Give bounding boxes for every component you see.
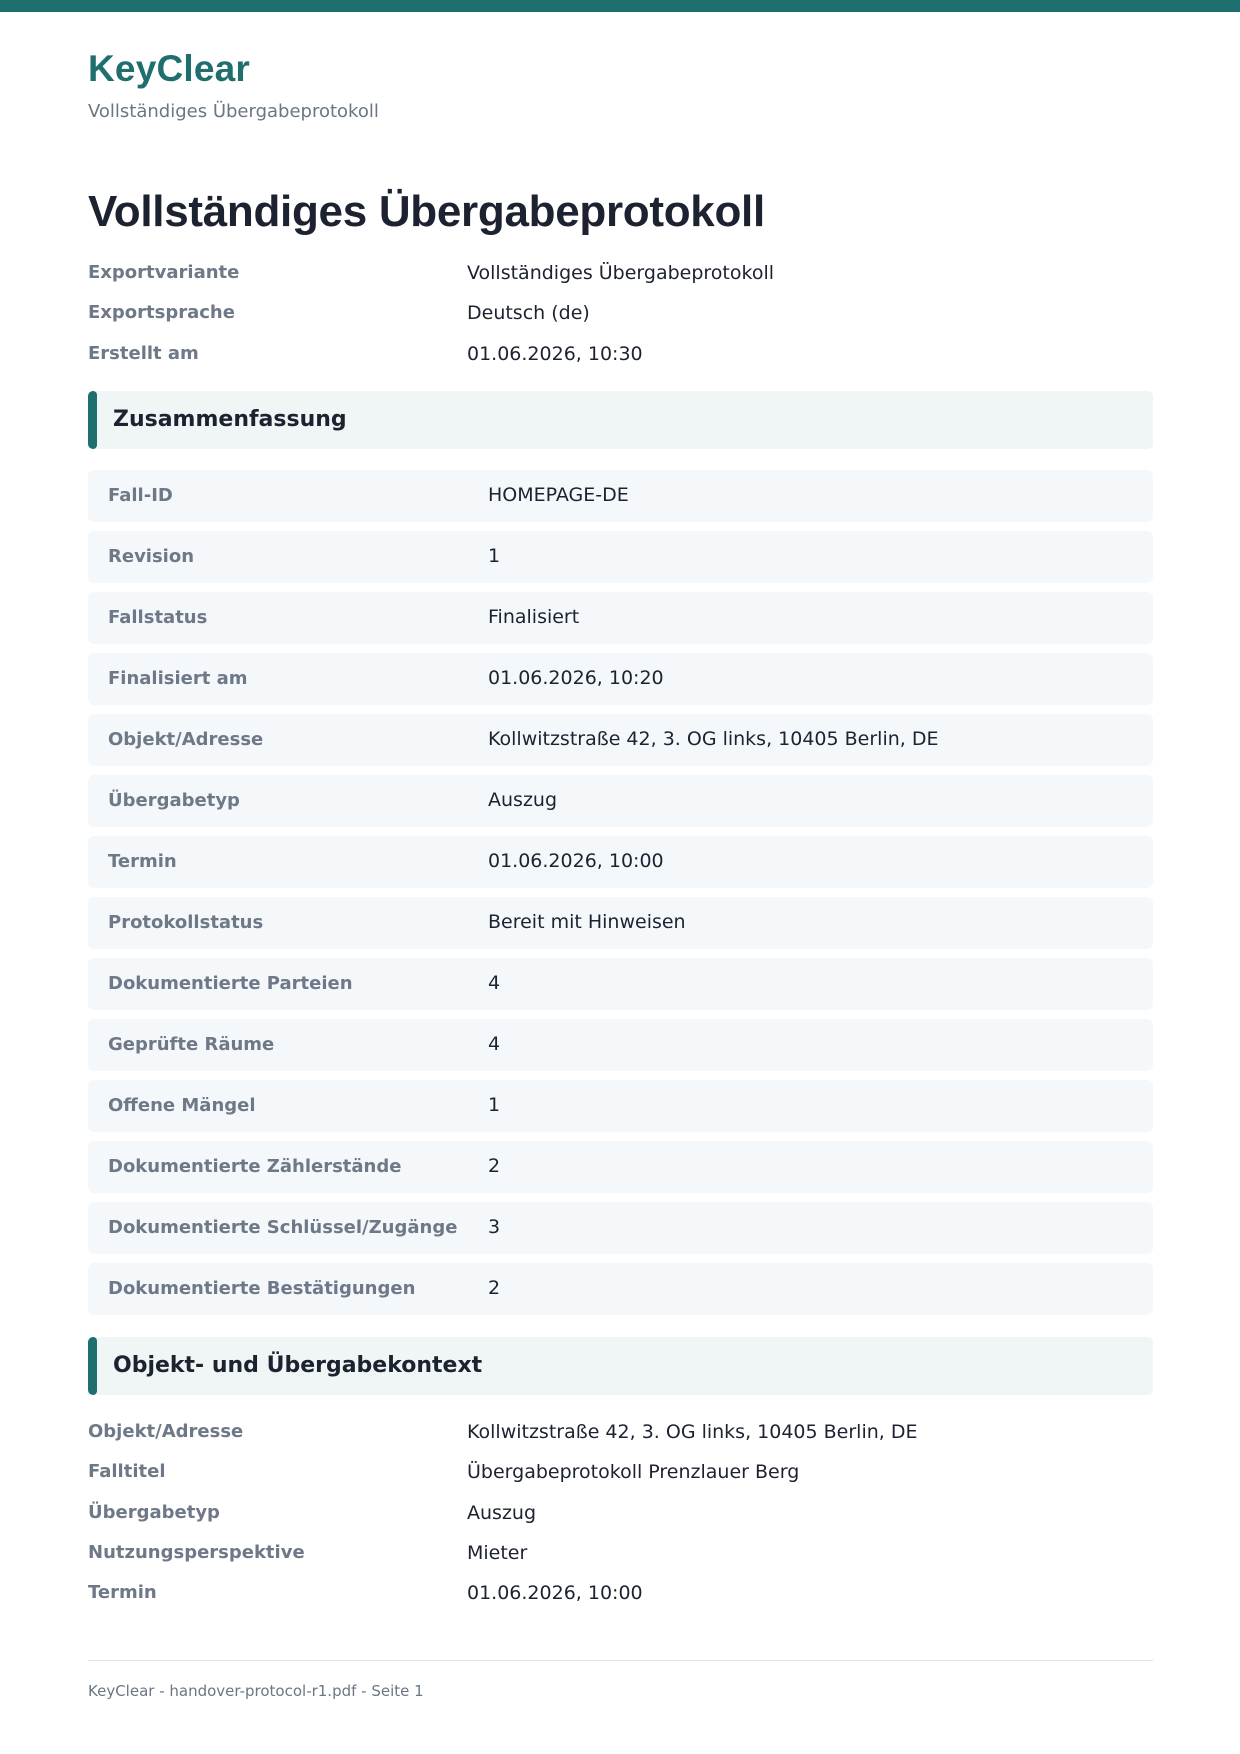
summary-row <box>88 1202 1153 1254</box>
footer-text: KeyClear - handover-protocol-r1.pdf - Seite 1 <box>88 1682 424 1700</box>
summary-value: 01.06.2026, 10:00 <box>488 850 664 872</box>
summary-label: Geprüfte Räume <box>108 1034 275 1055</box>
summary-row <box>88 1080 1153 1132</box>
summary-row <box>88 531 1153 583</box>
summary-value: Finalisiert <box>488 606 580 628</box>
brand-subtitle: Vollständiges Übergabeprotokoll <box>88 101 379 122</box>
context-label: Termin <box>88 1582 157 1603</box>
summary-label: Dokumentierte Zählerstände <box>108 1156 402 1177</box>
meta-row-export-variant <box>88 262 1153 292</box>
summary-row <box>88 1141 1153 1193</box>
context-row <box>88 1502 1153 1532</box>
summary-value: 3 <box>488 1216 501 1238</box>
section-accent-bar <box>88 391 97 449</box>
summary-value: Kollwitzstraße 42, 3. OG links, 10405 Berlin, DE <box>488 728 939 750</box>
summary-row <box>88 714 1153 766</box>
summary-row <box>88 958 1153 1010</box>
context-value: Übergabeprotokoll Prenzlauer Berg <box>467 1461 800 1483</box>
summary-label: Termin <box>108 851 177 872</box>
summary-label: Finalisiert am <box>108 668 248 689</box>
summary-label: Fallstatus <box>108 607 208 628</box>
context-label: Falltitel <box>88 1461 166 1482</box>
summary-value: 1 <box>488 545 501 567</box>
summary-label: Dokumentierte Schlüssel/Zugänge <box>108 1217 458 1238</box>
section-heading-summary <box>88 391 1153 449</box>
document-title: Vollständiges Übergabeprotokoll <box>88 187 765 236</box>
summary-value: HOMEPAGE-DE <box>488 484 629 506</box>
section-accent-bar <box>88 1337 97 1395</box>
summary-value: Auszug <box>488 789 558 811</box>
summary-row <box>88 1019 1153 1071</box>
meta-value: Vollständiges Übergabeprotokoll <box>467 262 775 284</box>
context-row <box>88 1461 1153 1491</box>
summary-row <box>88 592 1153 644</box>
summary-value: 2 <box>488 1277 501 1299</box>
section-title: Zusammenfassung <box>113 407 347 432</box>
meta-label: Exportvariante <box>88 262 240 283</box>
meta-label: Exportsprache <box>88 302 235 323</box>
summary-value: 4 <box>488 1033 501 1055</box>
summary-value: 01.06.2026, 10:20 <box>488 667 664 689</box>
summary-row <box>88 470 1153 522</box>
top-accent-bar <box>0 0 1240 12</box>
context-row <box>88 1582 1153 1612</box>
section-title: Objekt- und Übergabekontext <box>113 1353 483 1378</box>
context-label: Nutzungsperspektive <box>88 1542 305 1563</box>
summary-label: Dokumentierte Bestätigungen <box>108 1278 416 1299</box>
summary-row <box>88 836 1153 888</box>
meta-label: Erstellt am <box>88 343 199 364</box>
summary-value: 1 <box>488 1094 501 1116</box>
summary-label: Übergabetyp <box>108 790 240 811</box>
section-heading-context <box>88 1337 1153 1395</box>
summary-label: Protokollstatus <box>108 912 264 933</box>
summary-row <box>88 775 1153 827</box>
context-row <box>88 1542 1153 1572</box>
context-value: Mieter <box>467 1542 528 1564</box>
summary-label: Dokumentierte Parteien <box>108 973 353 994</box>
context-label: Übergabetyp <box>88 1502 220 1523</box>
context-label: Objekt/Adresse <box>88 1421 244 1442</box>
context-row <box>88 1421 1153 1451</box>
summary-row <box>88 1263 1153 1315</box>
summary-value: Bereit mit Hinweisen <box>488 911 686 933</box>
summary-value: 4 <box>488 972 501 994</box>
context-value: Kollwitzstraße 42, 3. OG links, 10405 Berlin, DE <box>467 1421 918 1443</box>
context-value: 01.06.2026, 10:00 <box>467 1582 643 1604</box>
summary-label: Offene Mängel <box>108 1095 256 1116</box>
meta-row-export-language <box>88 302 1153 332</box>
footer-divider <box>88 1660 1153 1661</box>
summary-row <box>88 653 1153 705</box>
meta-value: 01.06.2026, 10:30 <box>467 343 643 365</box>
summary-label: Fall-ID <box>108 485 173 506</box>
summary-value: 2 <box>488 1155 501 1177</box>
context-value: Auszug <box>467 1502 537 1524</box>
summary-label: Revision <box>108 546 195 567</box>
summary-row <box>88 897 1153 949</box>
meta-value: Deutsch (de) <box>467 302 590 324</box>
brand-logo-text: KeyClear <box>88 48 251 89</box>
summary-label: Objekt/Adresse <box>108 729 264 750</box>
meta-row-created-at <box>88 343 1153 373</box>
